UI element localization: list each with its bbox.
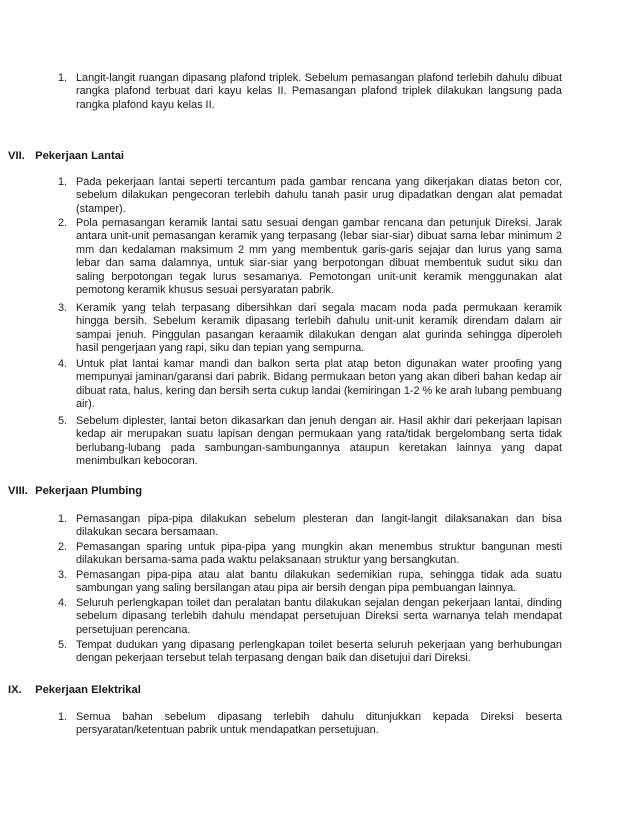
section-number: VII. — [8, 150, 25, 162]
list-item — [58, 358, 562, 412]
list-item — [58, 541, 562, 568]
list-item — [58, 597, 562, 637]
section-number: VIII. — [8, 485, 28, 497]
list-text: Tempat dudukan yang dipasang perlengkapan toilet beserta seluruh pekerjaan yang berhubungan dengan pekerjaan tersebut telah terpasang dengan baik dan disetujui dari Direksi. — [76, 639, 562, 665]
list-text: Langit-langit ruangan dipasang plafond triplek. Sebelum pemasangan plafond terlebih dahulu dibuat rangka plafond terbuat dari kayu kelas II. Pemasangan plafond triplek dilakukan langsung pada rangka plafond kayu kelas II. — [76, 72, 562, 111]
list-text: Seluruh perlengkapan toilet dan peralatan bantu dilakukan sejalan dengan pekerjaan lantai, dinding sebelum dipasang terlebih dahulu mendapat persetujuan Direksi serta warnanya telah mendapat persetujuan perencana. — [76, 597, 562, 636]
list-text: Pemasangan sparing untuk pipa-pipa yang mungkin akan menembus struktur bangunan mesti dilakukan bersama-sama pada waktu pelaksanaan struktur yang bersangkutan. — [76, 541, 562, 567]
list-text: Sebelum diplester, lantai beton dikasarkan dan jenuh dengan air. Hasil akhir dari pekerjaan lapisan kedap air merupakan suatu lapisan dengan permukaan yang rata/tidak bergelombang serta tidak berlubang-lubang pada sambungan-sambungannya ataupun keretakan lainnya yang dapat menimbulkan kebocoran. — [76, 415, 562, 468]
list-number: 3. — [58, 569, 68, 581]
list-text: Pemasangan pipa-pipa dilakukan sebelum plesteran dan langit-langit dilaksanakan dan bisa dilakukan secara bersamaan. — [76, 513, 562, 539]
list-text: Pola pemasangan keramik lantai satu sesuai dengan gambar rencana dan petunjuk Direksi. Jarak antara unit-unit pemasangan keramik yang terpasang (lebar siar-siar) dibuat sama lebar minimum 2 mm dan kedalaman maksimum 2 mm yang membentuk garis-garis sejajar dan lurus yang sama lebar dan sama dalamnya, untuk siar-siar yang berpotongan dibuat membentuk sudut siku dan saling berpotongan tegak lurus sesamanya. Pemotongan unit-unit keramik menggunakan alat pemotong keramik khusus sesuai persyaratan pabrik. — [76, 217, 562, 297]
list-number: 3. — [58, 302, 68, 314]
list-text: Untuk plat lantai kamar mandi dan balkon serta plat atap beton digunakan water proofing yang mempunyai jaminan/garansi dari pabrik. Bidang permukaan beton yang akan diberi bahan kedap air dibuat rata, halus, kering dan bersih serta cukup landai (kemiringan 1-2 % ke arah lubang pembuang air). — [76, 358, 562, 411]
section-heading-elektrikal — [8, 684, 141, 697]
list-number: 1. — [58, 711, 68, 723]
section-title: Pekerjaan Elektrikal — [35, 684, 141, 696]
list-item — [58, 302, 562, 356]
list-item — [58, 513, 562, 540]
list-text: Keramik yang telah terpasang dibersihkan dari segala macam noda pada permukaan keramik hingga bersih. Sebelum keramik dipasang terlebih dahulu unit-unit keramik direndam dalam air sampai jenuh. Pinggulan pasangan keraamik dilakukan dengan alat gurinda sehingga diperoleh hasil pengerjaan yang rapi, siku dan tepian yang sempurna. — [76, 302, 562, 355]
list-number: 5. — [58, 415, 68, 427]
list-item — [58, 176, 562, 216]
intro-list-item — [58, 72, 562, 112]
list-text: Pada pekerjaan lantai seperti tercantum pada gambar rencana yang dikerjakan diatas beton cor, sebelum dilakukan pengecoran terlebih dahulu tanah pasir urug dipadatkan dengan alat pemadat (stamper). — [76, 176, 562, 215]
list-item — [58, 217, 562, 297]
list-number: 2. — [58, 541, 68, 553]
list-number: 4. — [58, 597, 68, 609]
list-number: 4. — [58, 358, 68, 370]
list-item — [58, 569, 562, 596]
list-item — [58, 639, 562, 666]
section-title: Pekerjaan Lantai — [35, 150, 125, 162]
list-number: 2. — [58, 217, 68, 229]
list-text: Pemasangan pipa-pipa atau alat bantu dilakukan sedemikian rupa, sehingga tidak ada suatu sambungan yang saling bersilangan atau pipa air bersih dengan pipa pembuangan lainnya. — [76, 569, 562, 595]
list-number: 1. — [58, 72, 68, 84]
list-item — [58, 415, 562, 469]
list-number: 1. — [58, 513, 68, 525]
list-item — [58, 711, 562, 738]
section-heading-lantai — [8, 150, 124, 163]
list-number: 5. — [58, 639, 68, 651]
section-title: Pekerjaan Plumbing — [35, 485, 143, 497]
list-number: 1. — [58, 176, 68, 188]
section-number: IX. — [8, 684, 22, 696]
section-heading-plumbing — [8, 485, 142, 498]
list-text: Semua bahan sebelum dipasang terlebih dahulu ditunjukkan kepada Direksi beserta persyaratan/ketentuan pabrik untuk mendapatkan persetujuan. — [76, 711, 562, 737]
